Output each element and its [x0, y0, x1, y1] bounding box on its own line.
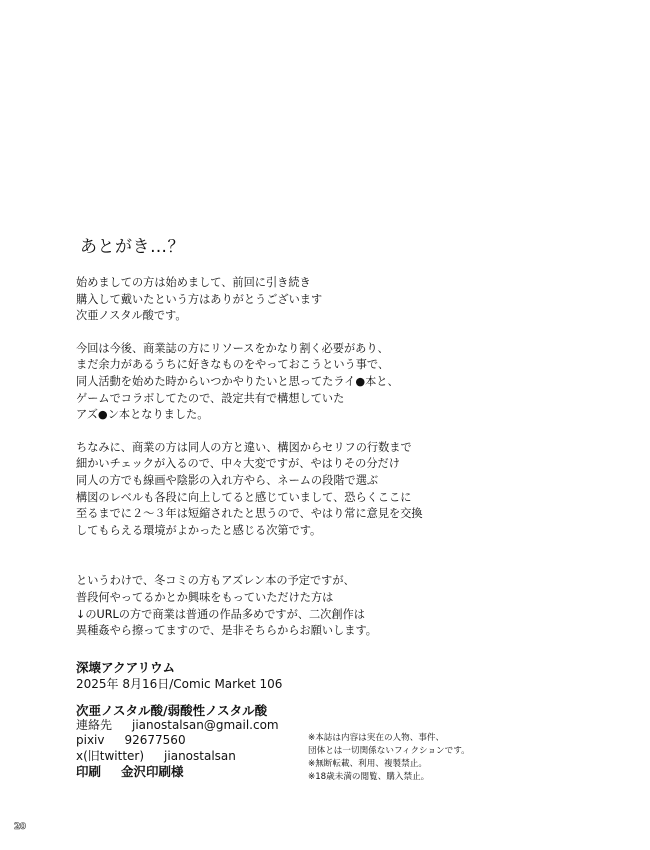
text-line: 普段何やってるかとか興味をもっていただけた方は: [76, 590, 334, 604]
afterword-paragraph-4: [76, 573, 596, 639]
text-line: 次亜ノスタル酸です。: [76, 309, 187, 323]
x-label: x(旧twitter): [76, 748, 145, 763]
text-line: ちなみに、商業の方は同人の方と違い、構図からセリフの行数まで: [76, 440, 412, 454]
book-title: 深壊アクアリウム: [76, 660, 176, 675]
x-handle: jianostalsan: [164, 748, 236, 763]
text-line: 細かいチェックが入るので、中々大変ですが、やはりその分だけ: [76, 457, 400, 471]
note-line: ※18歳未満の閲覧、購入禁止。: [308, 772, 430, 782]
pixiv-row: [76, 733, 316, 748]
note-line: 団体とは一切関係ないフィクションです。: [308, 746, 470, 756]
legal-notes: [308, 732, 608, 784]
text-line: してもらえる環境がよかったと感じる次第です。: [76, 523, 322, 537]
afterword-paragraph-3: [76, 440, 596, 540]
note-line: ※無断転載、利用、複製禁止。: [308, 759, 427, 769]
text-line: 至るまでに２～３年は短縮されたと思うので、やはり常に意見を交換: [76, 507, 423, 521]
printer-label: 印刷: [76, 763, 102, 779]
afterword-paragraph-1: [76, 275, 596, 325]
text-line: まだ余力があるうちに好きなものをやっておこうという事で、: [76, 358, 390, 372]
afterword-body: [76, 275, 596, 656]
author-name: 次亜ノスタル酸/弱酸性ノスタル酸: [76, 703, 268, 718]
note-line: ※本誌は内容は実在の人物、事件、: [308, 733, 445, 743]
contact-label: 連絡先: [76, 718, 113, 733]
text-line: 同人の方でも線画や陰影の入れ方やら、ネームの段階で選ぶ: [76, 473, 379, 487]
text-line: 始めましての方は始めまして、前回に引き続き: [76, 276, 311, 289]
page-number: 20: [14, 822, 26, 832]
printer-row: [76, 764, 316, 779]
text-line: 今回は今後、商業誌の方にリソースをかなり割く必要があり、: [76, 341, 389, 355]
x-row: [76, 749, 316, 764]
contact-email: jianostalsan@gmail.com: [132, 718, 279, 733]
text-line: アズ●ン本となりました。: [76, 408, 209, 422]
text-line: ゲームでコラボしてたので、設定共有で構想していた: [76, 391, 345, 405]
colophon: [76, 660, 316, 779]
text-line: 同人活動を始めた時からいつかやりたいと思ってたライ●本と、: [76, 374, 399, 388]
afterword-heading: あとがき…？: [80, 237, 185, 257]
afterword-paragraph-2: [76, 341, 596, 424]
publication-date: 2025年 8月16日/Comic Market 106: [76, 677, 283, 691]
text-line: というわけで、冬コミの方もアズレン本の予定ですが、: [76, 574, 355, 588]
text-line: 異種姦やら擦ってますので、是非そちらからお願いします。: [76, 624, 377, 638]
text-line: 購入して戴いたという方はありがとうございます: [76, 292, 323, 306]
printer-name: 金沢印刷様: [121, 763, 184, 779]
contact-row: [76, 718, 316, 733]
pixiv-label: pixiv: [76, 733, 105, 748]
pixiv-id: 92677560: [124, 733, 186, 748]
text-line: 構図のレベルも各段に向上してると感じていまして、恐らくここに: [76, 490, 412, 504]
text-line: ↓のURLの方で商業は普通の作品多めですが、二次創作は: [76, 607, 365, 621]
